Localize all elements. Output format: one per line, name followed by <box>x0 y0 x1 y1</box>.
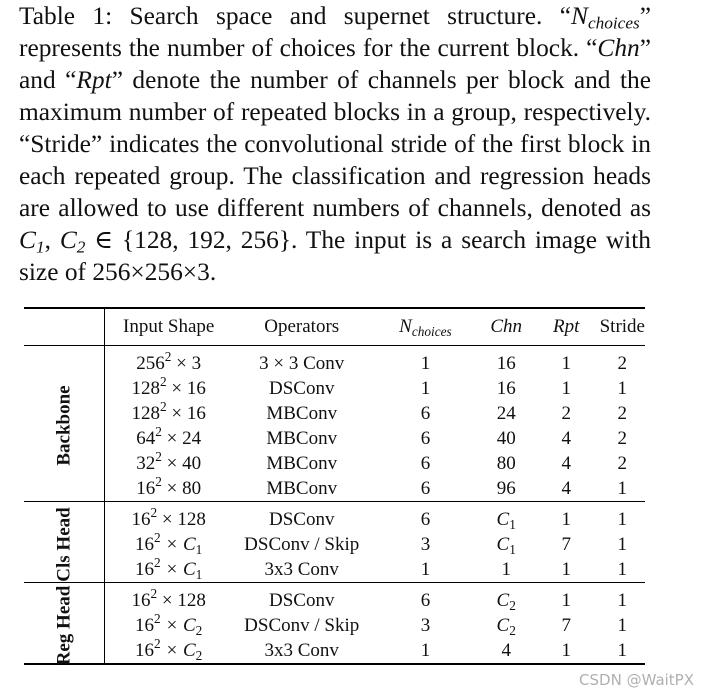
table-row <box>24 426 645 451</box>
cell-chn: 96 <box>496 477 516 499</box>
cell-nchoices: 6 <box>420 452 431 474</box>
cell-nchoices: 1 <box>420 377 431 399</box>
cell-input-shape: $16^2 \times C_1$ <box>135 554 203 582</box>
cell-stride: 1 <box>617 377 628 399</box>
supernet-table <box>24 307 645 665</box>
table-row <box>24 376 645 401</box>
cell-chn: 40 <box>496 427 516 449</box>
cell-operator: MBConv <box>266 427 338 449</box>
cell-stride: 1 <box>617 477 628 499</box>
table-row <box>24 451 645 476</box>
caption-text-2: ” represents the number of choices for the current block. “ <box>19 2 651 62</box>
cell-rpt: 1 <box>561 352 571 374</box>
cell-input-shape: $32^2 \times 40$ <box>136 448 202 474</box>
cell-chn: $C_1$ <box>496 533 516 557</box>
cell-rpt: 1 <box>561 589 571 611</box>
cell-stride: 1 <box>617 558 628 580</box>
cell-nchoices: 1 <box>420 558 431 580</box>
cell-nchoices: 6 <box>420 589 431 611</box>
watermark: CSDN @WaitPX <box>579 671 694 689</box>
table-row <box>24 638 645 664</box>
group-label-text: Backbone <box>53 385 75 466</box>
cell-stride: 2 <box>617 427 628 449</box>
table-group <box>24 345 645 501</box>
cell-nchoices: 3 <box>420 533 431 555</box>
caption-text-4: ” denote the number of channels per block and the maximum number of repeated blocks in a group, respectively. “Stride” indicates the convolutional stride of the first block in each repeated group. The classification and regression heads are allowed to use different numbers of channels, denoted as <box>19 66 652 222</box>
cell-input-shape: $64^2 \times 24$ <box>136 423 202 449</box>
cell-nchoices: 6 <box>420 477 431 499</box>
cell-nchoices: 6 <box>420 508 431 530</box>
header-group-cell <box>24 308 105 345</box>
group-label-text: Reg Head <box>53 585 75 665</box>
table-group <box>24 582 645 664</box>
cell-operator: DSConv <box>268 508 335 530</box>
cell-stride: 1 <box>617 533 628 555</box>
cell-rpt: 4 <box>561 427 571 449</box>
header-stride: Stride <box>599 315 645 337</box>
cell-operator: DSConv <box>268 589 335 611</box>
cell-input-shape: $16^2 \times C_2$ <box>135 610 203 638</box>
cell-rpt: 7 <box>561 533 571 555</box>
cell-operator: MBConv <box>266 452 338 474</box>
caption-rpt: Rpt <box>76 66 112 94</box>
cell-stride: 1 <box>617 639 628 661</box>
table-row <box>24 501 645 532</box>
table-header <box>24 308 645 345</box>
cell-rpt: 2 <box>561 402 571 424</box>
cell-nchoices: 3 <box>420 614 431 636</box>
cell-rpt: 1 <box>561 639 571 661</box>
cell-rpt: 1 <box>561 377 571 399</box>
cell-nchoices: 6 <box>420 402 431 424</box>
caption-nchoices: $N_{choices}$ <box>571 2 640 33</box>
cell-nchoices: 1 <box>420 352 431 374</box>
table-row <box>24 613 645 638</box>
cell-nchoices: 1 <box>420 639 431 661</box>
cell-input-shape: $16^2 \times C_2$ <box>135 635 203 663</box>
group-label <box>24 582 105 664</box>
caption-c2: $C_2$ <box>59 226 86 257</box>
cell-chn: 16 <box>496 377 516 399</box>
cell-stride: 2 <box>617 452 628 474</box>
cell-rpt: 1 <box>561 558 571 580</box>
cell-rpt: 7 <box>561 614 571 636</box>
table-row <box>24 345 645 376</box>
cell-operator: 3 × 3 Conv <box>259 352 345 374</box>
cell-operator: 3x3 Conv <box>264 558 339 580</box>
cell-input-shape: $16^2 \times 128$ <box>131 504 206 530</box>
cell-nchoices: 6 <box>420 427 431 449</box>
cell-chn: 24 <box>496 402 516 424</box>
cell-input-shape: $16^2 \times 128$ <box>131 585 206 611</box>
cell-chn: $C_2$ <box>496 614 516 638</box>
caption-text-1: Table 1: Search space and supernet structure. “ <box>19 2 571 30</box>
cell-operator: DSConv / Skip <box>244 533 360 555</box>
cell-chn: $C_1$ <box>496 508 516 532</box>
cell-rpt: 1 <box>561 508 571 530</box>
group-label <box>24 345 105 501</box>
cell-chn: 80 <box>496 452 516 474</box>
caption-comma: , <box>44 226 60 254</box>
group-label <box>24 501 105 582</box>
header-nchoices: $N_{choices}$ <box>399 315 452 339</box>
table-group <box>24 501 645 582</box>
cell-input-shape: $128^2 \times 16$ <box>131 373 206 399</box>
cell-operator: 3x3 Conv <box>264 639 339 661</box>
cell-operator: DSConv / Skip <box>244 614 360 636</box>
cell-operator: MBConv <box>266 402 338 424</box>
cell-chn: 4 <box>501 639 511 661</box>
header-operators: Operators <box>264 315 340 337</box>
caption-chn: Chn <box>597 34 640 62</box>
table-row <box>24 557 645 583</box>
cell-stride: 2 <box>617 352 628 374</box>
cell-chn: 16 <box>496 352 516 374</box>
cell-chn: $C_2$ <box>496 589 516 613</box>
table-row <box>24 476 645 502</box>
table-row <box>24 582 645 613</box>
table-row <box>24 532 645 557</box>
header-rpt: Rpt <box>553 315 580 337</box>
header-input-shape: Input Shape <box>123 315 215 337</box>
group-label-text: Cls Head <box>53 506 75 582</box>
caption-paragraph <box>19 0 651 288</box>
table-caption <box>19 0 651 288</box>
cell-stride: 1 <box>617 614 628 636</box>
cell-stride: 2 <box>617 402 628 424</box>
cell-input-shape: $256^2 \times 3$ <box>136 348 202 374</box>
cell-chn: 1 <box>501 558 511 580</box>
header-chn: Chn <box>490 315 523 337</box>
cell-input-shape: $16^2 \times 80$ <box>136 473 202 499</box>
cell-input-shape: $128^2 \times 16$ <box>131 398 206 424</box>
cell-stride: 1 <box>617 589 628 611</box>
caption-text-5: ∈ {128, 192, 256}. The input is a search image with size of 256×256×3. <box>19 226 651 286</box>
table-row <box>24 401 645 426</box>
cell-rpt: 4 <box>561 452 571 474</box>
cell-input-shape: $16^2 \times C_1$ <box>135 529 203 557</box>
caption-text-3: ” and “ <box>19 34 651 94</box>
cell-operator: MBConv <box>266 477 338 499</box>
caption-c1: $C_1$ <box>19 226 45 257</box>
cell-rpt: 4 <box>561 477 571 499</box>
cell-stride: 1 <box>617 508 628 530</box>
cell-operator: DSConv <box>268 377 335 399</box>
